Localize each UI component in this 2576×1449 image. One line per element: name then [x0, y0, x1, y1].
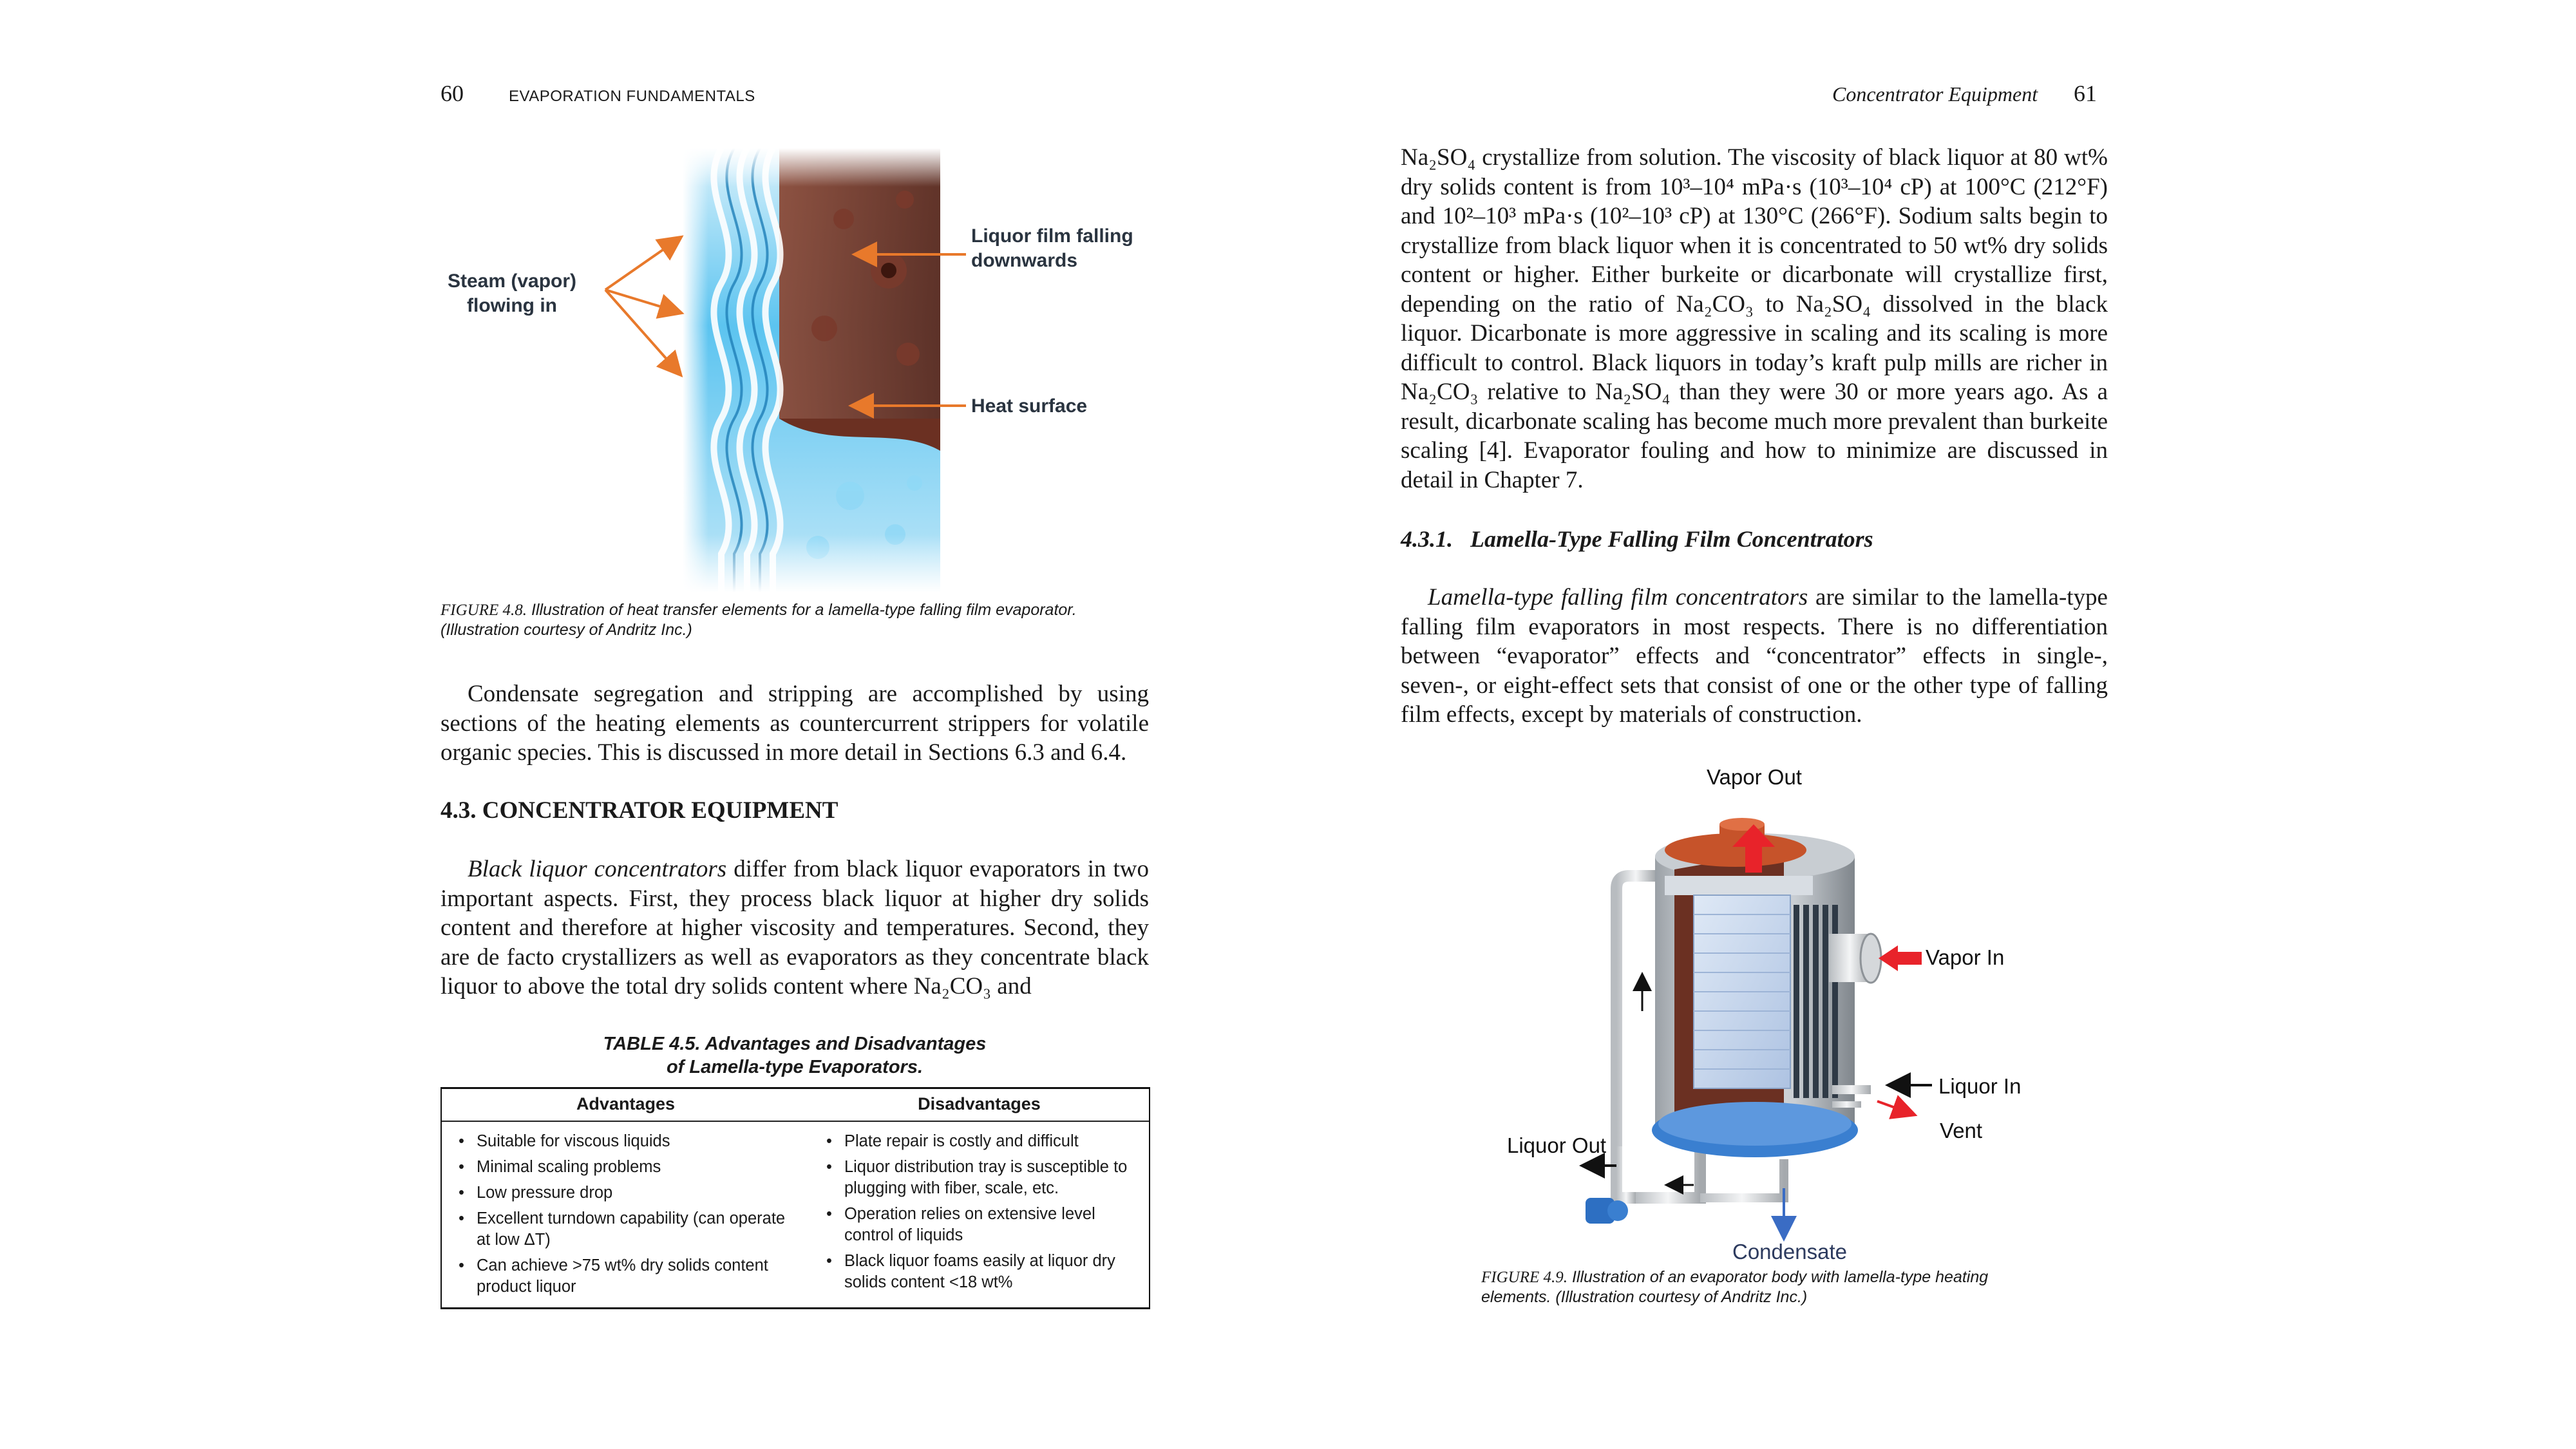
disadvantage-item: • Plate repair is costly and difficult: [825, 1131, 1136, 1152]
paragraph-black-liquor: [440, 855, 1149, 1001]
table-title-line1: TABLE 4.5. Advantages and Disadvantages: [603, 1034, 987, 1054]
disadvantage-item: • Operation relies on extensive level control of liquids: [825, 1204, 1136, 1246]
label-steam-vapor: [441, 269, 583, 318]
disadvantage-item: • Black liquor foams easily at liquor dry solids content <18 wt%: [825, 1251, 1136, 1293]
figure-4-8-caption: [440, 600, 1149, 640]
label-liquor-film: [971, 224, 1133, 273]
label-vent: Vent: [1940, 1119, 1983, 1142]
vapor-in-arrow: [1879, 945, 1922, 971]
vapor-out-arrow: [1732, 824, 1775, 873]
column-header-advantages: Advantages: [442, 1089, 810, 1121]
section-heading-4-3: 4.3. CONCENTRATOR EQUIPMENT: [440, 797, 838, 824]
running-head-left: EVAPORATION FUNDAMENTALS: [509, 88, 755, 105]
label-steam-line1: Steam (vapor): [447, 270, 577, 292]
running-head-right: Concentrator Equipment: [1832, 82, 2038, 106]
paragraph-black-liquor-text: differ from black liquor evaporators in two important aspects. First, they process black liquor at higher dry solids content and therefore at higher viscosity and temperatures. Second, they are de facto crystallizers as well as evaporators as they concentrate black liquor to above the total dry solids content where Na₂CO₃ and: [440, 856, 1150, 999]
figure-4-9-caption: [1481, 1267, 2035, 1307]
subsection-heading-4-3-1: 4.3.1. Lamella-Type Falling Film Concentrators: [1401, 526, 1873, 552]
disadvantage-item: • Liquor distribution tray is susceptible to plugging with fiber, scale, etc.: [825, 1157, 1136, 1199]
figure-4-9-arrows: [1571, 786, 1971, 1249]
label-steam-line2: flowing in: [467, 295, 557, 316]
page-number-left: 60: [440, 80, 464, 106]
paragraph-condensate: Condensate segregation and stripping are accomplished by using sections of the heating elements as countercurrent strippers for volatile organic species. This is discussed in more detail in Sections 6.3 and 6.4.: [440, 681, 1149, 766]
advantage-item: • Can achieve >75 wt% dry solids content product liquor: [457, 1255, 803, 1298]
figure-4-8-callout-arrows: [592, 219, 979, 425]
figure-4-9-caption-text: Illustration of an evaporator body with lamella-type heating elements. (Illustration courtesy of Andritz Inc.): [1481, 1268, 1989, 1306]
label-liquor-line1: Liquor film falling: [971, 225, 1133, 247]
advantage-item: • Excellent turndown capability (can operate at low ΔT): [457, 1208, 803, 1251]
column-header-disadvantages: Disadvantages: [810, 1089, 1149, 1121]
term-black-liquor-concentrators: Black liquor concentrators: [468, 856, 727, 882]
page-number-right: 61: [2074, 80, 2097, 106]
term-lamella-concentrators: Lamella-type falling film concentrators: [1428, 584, 1808, 611]
figure-4-8-caption-text: Illustration of heat transfer elements for a lamella-type falling film evaporator. (Illustration courtesy of Andritz Inc.): [440, 601, 1077, 639]
table-title-line2: of Lamella-type Evaporators.: [666, 1057, 923, 1077]
steam-arrow-1: [605, 238, 679, 290]
advantage-item: • Minimal scaling problems: [457, 1157, 803, 1178]
figure-4-9-caption-label: FIGURE 4.9.: [1481, 1269, 1567, 1286]
paragraph-crystallize: Na₂SO₄ crystallize from solution. The viscosity of black liquor at 80 wt% dry solids content is from 10³–10⁴ mPa·s (10³–10⁴ cP) at 100°C (212°F) and 10²–10³ mPa·s (10²–10³ cP) at 130°C (266°F). Sodium salts begin to crystallize from black liquor when it is concentrated to 50 wt% dry solids content or higher. Either burkeite or dicarbonate will crystallize first, depending on the ratio of Na₂CO₃ to Na₂SO₄ dissolved in the black liquor. Dicarbonate is more aggressive in scaling and its scaling is more difficult to control. Black liquors in today’s kraft pulp mills are richer in Na₂CO₃ relative to Na₂SO₄ than they were 30 or more years ago. As a result, dicarbonate scaling has become much more prevalent than burkeite scaling [4]. Evaporator fouling and how to minimize are discussed in detail in Chapter 7.: [1401, 144, 2108, 493]
label-liquor-in: Liquor In: [1938, 1074, 2022, 1098]
advantage-item: • Suitable for viscous liquids: [457, 1131, 803, 1152]
table-title: [440, 1032, 1149, 1079]
paragraph-lamella: [1401, 583, 2108, 730]
table-4-5: [440, 1087, 1150, 1309]
advantages-cell: [442, 1121, 810, 1307]
label-condensate: Condensate: [1732, 1240, 1847, 1264]
label-liquor-out: Liquor Out: [1507, 1133, 1607, 1157]
figure-4-8-caption-label: FIGURE 4.8.: [440, 601, 527, 619]
label-vapor-in: Vapor In: [1926, 945, 2005, 969]
disadvantages-cell: [810, 1121, 1149, 1307]
vent-arrow: [1877, 1101, 1913, 1114]
label-heat-surface: Heat surface: [971, 395, 1088, 417]
paragraph-lamella-text: are similar to the lamella-type falling film evaporators in most respects. There is no differentiation between “evaporator” effects and “concentrator” effects in single-, seven-, or eight-effect sets that consist of one or the other type of falling film effects, except by materials of construction.: [1401, 584, 2108, 728]
advantage-item: • Low pressure drop: [457, 1182, 803, 1204]
label-vapor-out: Vapor Out: [1707, 765, 1802, 789]
label-liquor-line2: downwards: [971, 250, 1078, 271]
